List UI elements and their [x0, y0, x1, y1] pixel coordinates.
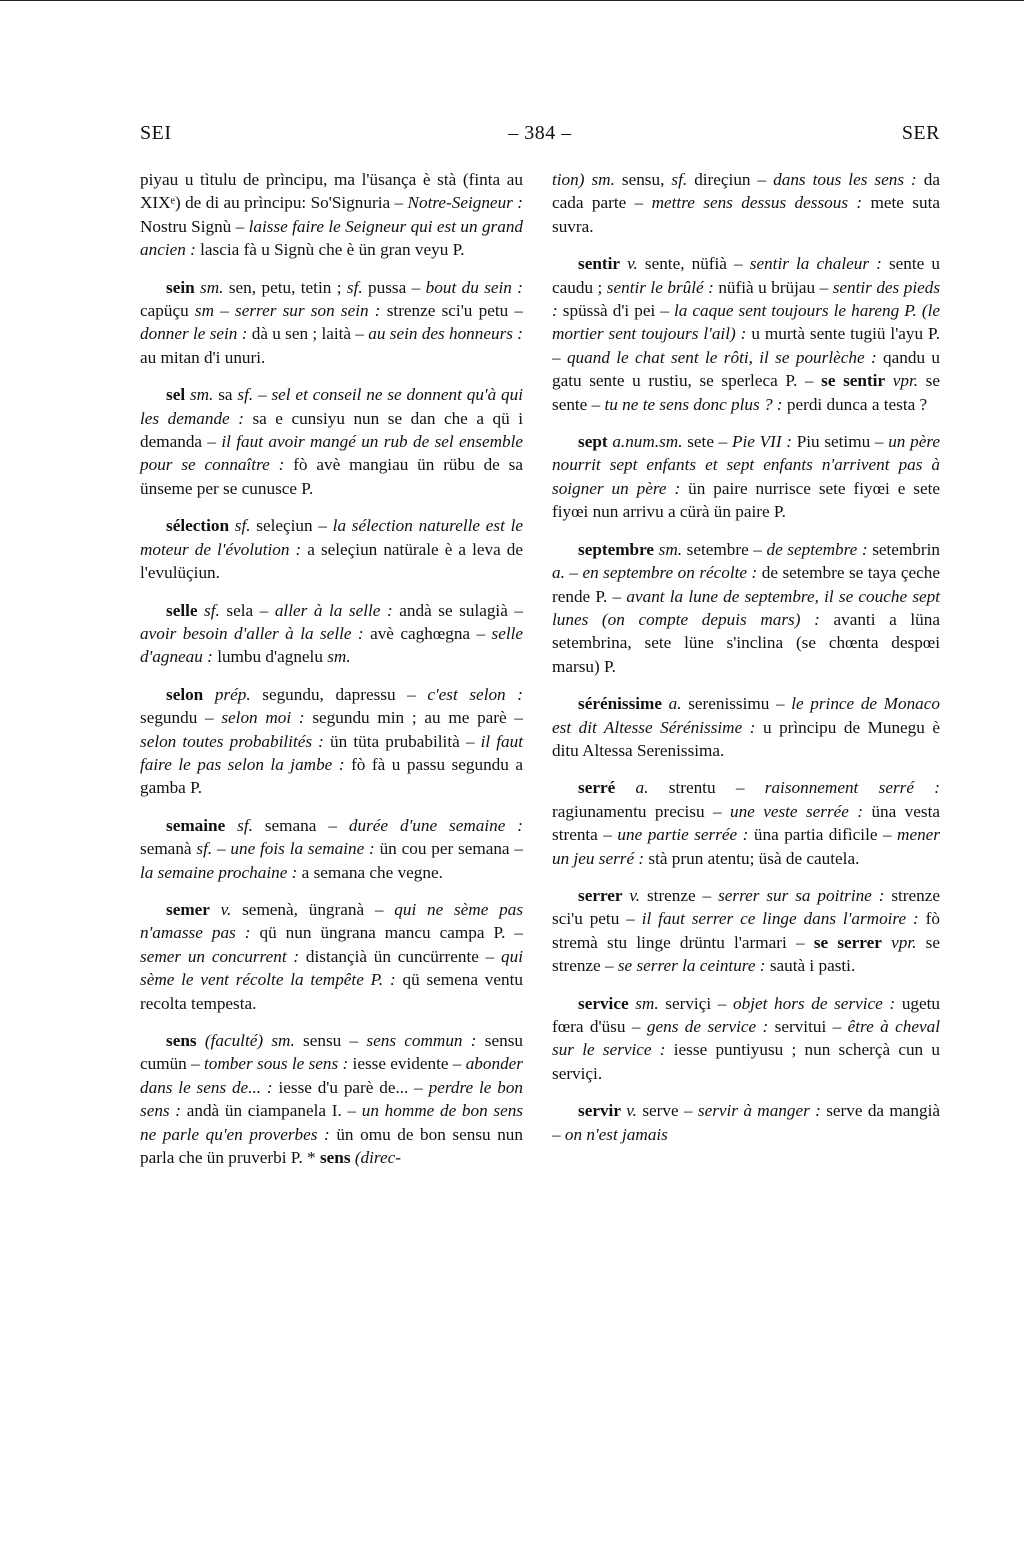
italic-text: il faut avoir mangé un rub de sel ensemble pour se connaître : [140, 432, 523, 475]
italic-text: sf. [229, 516, 251, 536]
italic-text: a. [662, 694, 682, 714]
italic-text: selle d'agneau : [140, 623, 523, 667]
entry-text: sensu, [614, 170, 672, 189]
entry-text: segundu, dapressu – [250, 684, 428, 704]
italic-text: se serrer la ceinture : [617, 956, 766, 976]
italic-text: sf. [671, 170, 688, 189]
entry-text: spüssà d'i pei – [557, 301, 674, 321]
entry-text: ün tüta prubabilità – [323, 731, 481, 751]
dictionary-entry [140, 683, 523, 800]
entry-text: au mitan d'i unuri. [140, 347, 266, 367]
entry-text: strenze sci'u petu – [380, 301, 524, 321]
entry-continuation [140, 168, 523, 262]
page-top-edge [0, 0, 1024, 1]
dictionary-entry [140, 276, 523, 370]
headword: serré [578, 778, 616, 798]
entry-text: fò fà u passu segundu a gamba P. [140, 754, 524, 798]
entry-text: sa [213, 385, 238, 405]
entry-text: – [564, 563, 583, 583]
headword: se sentir [821, 371, 886, 391]
entry-text: de setembre se taya çeche rende P. – [552, 563, 941, 606]
italic-text: vpr. [881, 932, 917, 952]
entry-text: lascia fà u Signù che è ün gran veyu P. [195, 240, 465, 260]
italic-text: v. [622, 885, 641, 905]
italic-text: une veste serrée : [729, 801, 864, 821]
italic-text: sm. [327, 647, 351, 667]
italic-text: aller à la selle : [274, 600, 393, 620]
entry-text: serve da mangià – [552, 1101, 941, 1144]
dictionary-entry [552, 252, 940, 416]
italic-text: il faut serrer ce linge dans l'armoire : [641, 909, 919, 929]
italic-text: la sélection naturelle est le moteur de l'évolution : [140, 516, 524, 559]
italic-text: sm. [628, 993, 659, 1013]
entry-text: stà prun atentu; üsà de cautela. [644, 848, 860, 868]
dictionary-entry [140, 898, 523, 1015]
italic-text: Notre-Seigneur : [407, 193, 523, 213]
italic-text: mettre sens dessus dessous : [651, 193, 863, 213]
entry-text: semenà, üngranà – [231, 899, 395, 919]
entry-text: – [212, 839, 231, 859]
dictionary-entry [140, 599, 523, 669]
italic-text: a. [615, 778, 649, 798]
headword: selon [166, 684, 204, 704]
headword: se serrer [813, 932, 882, 952]
italic-text: sentir la chaleur : [749, 254, 882, 274]
entry-text: setembre – [682, 539, 767, 559]
entry-text: sautà i pasti. [765, 956, 856, 976]
italic-text: la semaine prochaine : [140, 862, 298, 882]
entry-text: a semana che vegne. [297, 862, 443, 882]
italic-text: raisonnement serré : [764, 778, 941, 798]
entry-text: semanà [140, 839, 197, 859]
entry-text: sen, petu, tetin ; [223, 277, 347, 297]
headword: sentir [578, 254, 621, 274]
entry-text: iesse evidente – [348, 1054, 466, 1074]
entry-text: seleçiun – [250, 516, 333, 536]
italic-text: mener un jeu serré : [552, 825, 940, 868]
italic-text: la caque sent toujours le hareng P. (le mortier sent toujours l'ail) : [552, 301, 940, 344]
italic-text: serrer sur sa poitrine : [718, 885, 885, 905]
italic-text: vpr. [885, 371, 919, 391]
entry-text: mete suta suvra. [552, 193, 940, 236]
italic-text: sf. [197, 600, 220, 620]
italic-text: Pie VII : [731, 432, 792, 452]
headword: sept [578, 432, 608, 452]
italic-text: sf. [225, 815, 253, 835]
italic-text: objet hors de service : [733, 993, 896, 1013]
italic-text: prép. [203, 684, 251, 704]
italic-text: sm [194, 301, 214, 321]
italic-text: abonder dans le sens de... : [140, 1054, 523, 1097]
italic-text: perdre le bon sens : [140, 1077, 524, 1121]
italic-text: a.num.sm. [607, 432, 683, 452]
entry-text: avanti a lüna setembrina, sete lüne s'inclina (se chœnta despœi marsu) P. [552, 609, 940, 676]
entry-text: sensu – [294, 1031, 367, 1050]
italic-text: tu ne te sens donc plus ? : [604, 394, 783, 414]
italic-text: laisse faire le Seigneur qui est un grand ancien : [140, 216, 524, 260]
italic-text: qui ne sème pas n'amasse pas : [140, 899, 524, 943]
italic-text: bout du sein : [425, 277, 524, 297]
italic-text: a. [552, 563, 565, 583]
headword: sérénissime [578, 694, 663, 714]
entry-text: Piu setimu – [791, 432, 889, 452]
italic-text: un homme de bon sens ne parle qu'en proverbes : [140, 1101, 523, 1144]
entry-text: strenze – [640, 885, 719, 905]
italic-text: sf. [196, 839, 213, 859]
headword: service [578, 993, 629, 1013]
italic-text: avant la lune de septembre, il se couche sept lunes (on compte depuis mars) : [552, 586, 940, 629]
entry-text: piyau u tìtulu de prìncipu, ma l'üsança è stà (finta au XIXᵉ) de di au prìncipu: So'Signuria – [140, 170, 523, 213]
entry-text: serve – [636, 1101, 698, 1121]
dictionary-entry [140, 1029, 523, 1169]
entry-text: dà u sen ; laità – [247, 324, 369, 344]
dictionary-entry [552, 1099, 940, 1146]
italic-text: sens commun : [366, 1031, 477, 1050]
entry-text: sela – [219, 600, 275, 620]
entry-text: semana – [252, 815, 349, 835]
entry-text: a seleçiun natürale è a leva de l'evulüçiun. [140, 539, 523, 583]
italic-text: selon moi : [221, 708, 305, 728]
headword: sens [166, 1031, 197, 1050]
entry-text: sente, nüfià – [637, 254, 750, 274]
italic-text: durée d'une semaine : [348, 815, 524, 835]
entry-text: sete – [682, 432, 732, 452]
italic-text: en septembre on récolte : [582, 563, 758, 583]
entry-text: strentu – [648, 778, 765, 798]
dictionary-entry [140, 514, 523, 584]
entry-text: andà se sulagià – [392, 600, 523, 620]
italic-text: v. [209, 899, 232, 919]
headword: sein [166, 277, 195, 297]
entry-text: servitui – [768, 1017, 848, 1036]
italic-text: gens de service : [646, 1017, 769, 1036]
dictionary-entry [552, 776, 940, 870]
header-right-guide-word: SER [901, 122, 940, 144]
italic-text: servir à manger : [697, 1101, 821, 1121]
entry-text: pussa – [362, 277, 426, 297]
entry-text: capüçu [140, 301, 195, 321]
italic-text: v. [620, 1101, 637, 1121]
headword: servir [578, 1101, 621, 1121]
headword: semaine [166, 815, 226, 835]
dictionary-entry [552, 884, 940, 978]
headword: selle [166, 600, 198, 620]
entry-text: nüfià u brüjau – [713, 277, 833, 297]
italic-text: sm. [185, 385, 214, 405]
italic-text: donner le sein : [140, 324, 248, 344]
dictionary-entry [552, 992, 940, 1086]
page-header [140, 122, 940, 154]
dictionary-entry [140, 383, 523, 500]
entry-text: andà ün ciampanela I. – [181, 1101, 362, 1121]
entry-text: avè caghœgna – [363, 623, 492, 643]
entry-text: qü semena ventu recolta tempesta. [140, 970, 523, 1013]
entry-text: ragiunamentu precisu – [552, 801, 730, 821]
italic-text: tion) sm. [552, 170, 615, 189]
entry-text: fò avè mangiau ün rübu de sa ünseme per se cunusce P. [140, 455, 523, 498]
entry-text: segundu – [140, 708, 222, 728]
entry-text: sensu cumün – [140, 1031, 524, 1074]
entry-text: lumbu d'agnelu [212, 647, 328, 667]
entry-text: ugetu fœra d'üsu – [552, 993, 941, 1036]
italic-text: serrer sur son sein : [235, 301, 381, 321]
dictionary-entry [552, 692, 940, 762]
entry-text: setembrin [867, 539, 940, 559]
italic-text: sf. [346, 277, 363, 297]
italic-text: sm. [654, 539, 683, 559]
italic-text: avoir besoin d'aller à la selle : [140, 623, 364, 643]
entry-text: ün omu de bon sensu nun parla che ün pruverbi P. * [140, 1124, 523, 1168]
entry-text: qü nun üngrana mancu campa P. – [250, 923, 524, 943]
italic-text: sentir des pieds : [552, 277, 941, 321]
headword: serrer [578, 885, 623, 905]
entry-text: direçiun – [687, 170, 774, 189]
entry-text: u murtà sente tugiü l'ayu P. – [552, 324, 940, 367]
left-column [140, 168, 523, 1183]
italic-text: sel et conseil ne se donnent qu'à qui les demande : [140, 385, 524, 428]
italic-text: une partie serrée : [617, 825, 749, 845]
entry-text: strenze sci'u petu – [552, 885, 941, 929]
entry-text: segundu min ; au me parè – [304, 708, 523, 728]
entry-text: fò stremà stu linge drüntu l'armari – [552, 909, 940, 952]
italic-text: qui sème le vent récolte la tempête P. : [140, 946, 524, 990]
italic-text: sf. [237, 385, 254, 405]
entry-text: u prìncipu de Munegu è ditu Altessa Serenissima. [552, 717, 941, 760]
entry-text: ün cou per semana – [374, 839, 523, 859]
italic-text: c'est selon : [427, 684, 523, 704]
headword: sens [319, 1148, 351, 1168]
entry-text: – [214, 301, 236, 321]
entry-text: distançià ün cuncürrente – [299, 946, 502, 966]
entry-text: sa e cunsiyu nun se dan che a qü i demanda – [140, 408, 523, 452]
headword: semer [166, 899, 210, 919]
italic-text: (direc- [350, 1148, 401, 1168]
entry-text: qandu u gatu sente u rustiu, se sperleca P. – [552, 347, 940, 391]
entry-text: üna vesta strenta – [552, 801, 940, 845]
right-column [552, 168, 940, 1160]
entry-text: ün paire nurrisce sete fiyœi e sete fiyœi nun arrivu a cürà ün paire P. [552, 478, 940, 522]
dictionary-entry [552, 538, 940, 678]
entry-text: serviçi – [658, 993, 734, 1013]
italic-text: v. [620, 254, 638, 274]
entry-text: – [253, 385, 272, 405]
italic-text: on n'est jamais [564, 1124, 668, 1144]
italic-text: au sein des honneurs : [368, 324, 523, 344]
header-left-guide-word: SEI [140, 122, 172, 144]
italic-text: un père nourrit sept enfants et sept enfants n'arrivent pas à soigner un père : [552, 432, 941, 498]
entry-text: iesse d'u parè de... – [272, 1077, 429, 1097]
page-number: – 384 – [508, 122, 572, 144]
italic-text: dans tous les sens : [773, 170, 917, 189]
italic-text: quand le chat sent le rôti, il se pourlèche : [566, 347, 877, 367]
italic-text: une fois la semaine : [230, 839, 375, 859]
entry-text: perdi dunca a testa ? [782, 394, 928, 414]
italic-text: (faculté) sm. [196, 1031, 295, 1050]
italic-text: semer un concurrent : [140, 946, 300, 966]
entry-text: da cada parte – [552, 170, 940, 213]
headword: sélection [166, 516, 230, 536]
italic-text: être à cheval sur le service : [552, 1017, 940, 1060]
dictionary-entry [552, 430, 940, 524]
entry-text: serenissimu – [681, 694, 792, 714]
italic-text: sentir le brûlé : [606, 277, 714, 297]
dictionary-entry [140, 814, 523, 884]
entry-text: se strenze – [552, 932, 940, 976]
italic-text: tomber sous le sens : [204, 1054, 349, 1074]
italic-text: de septembre : [766, 539, 868, 559]
entry-text: iesse puntiyusu ; nun scherçà cun u serviçi. [552, 1040, 940, 1083]
entry-text: üna partia difìcile – [748, 825, 898, 845]
headword: septembre [578, 539, 655, 559]
entry-text: sente u caudu ; [552, 254, 940, 297]
italic-text: il faut faire le pas selon la jambe : [140, 731, 523, 774]
entry-text: se sente – [552, 371, 940, 414]
italic-text: selon toutes probabilités : [140, 731, 324, 751]
entry-continuation [552, 168, 940, 238]
italic-text: sm. [194, 277, 224, 297]
headword: sel [166, 385, 186, 405]
entry-text: Nostru Signù – [140, 216, 249, 236]
italic-text: le prince de Monaco est dit Altesse Sérénissime : [552, 694, 940, 737]
